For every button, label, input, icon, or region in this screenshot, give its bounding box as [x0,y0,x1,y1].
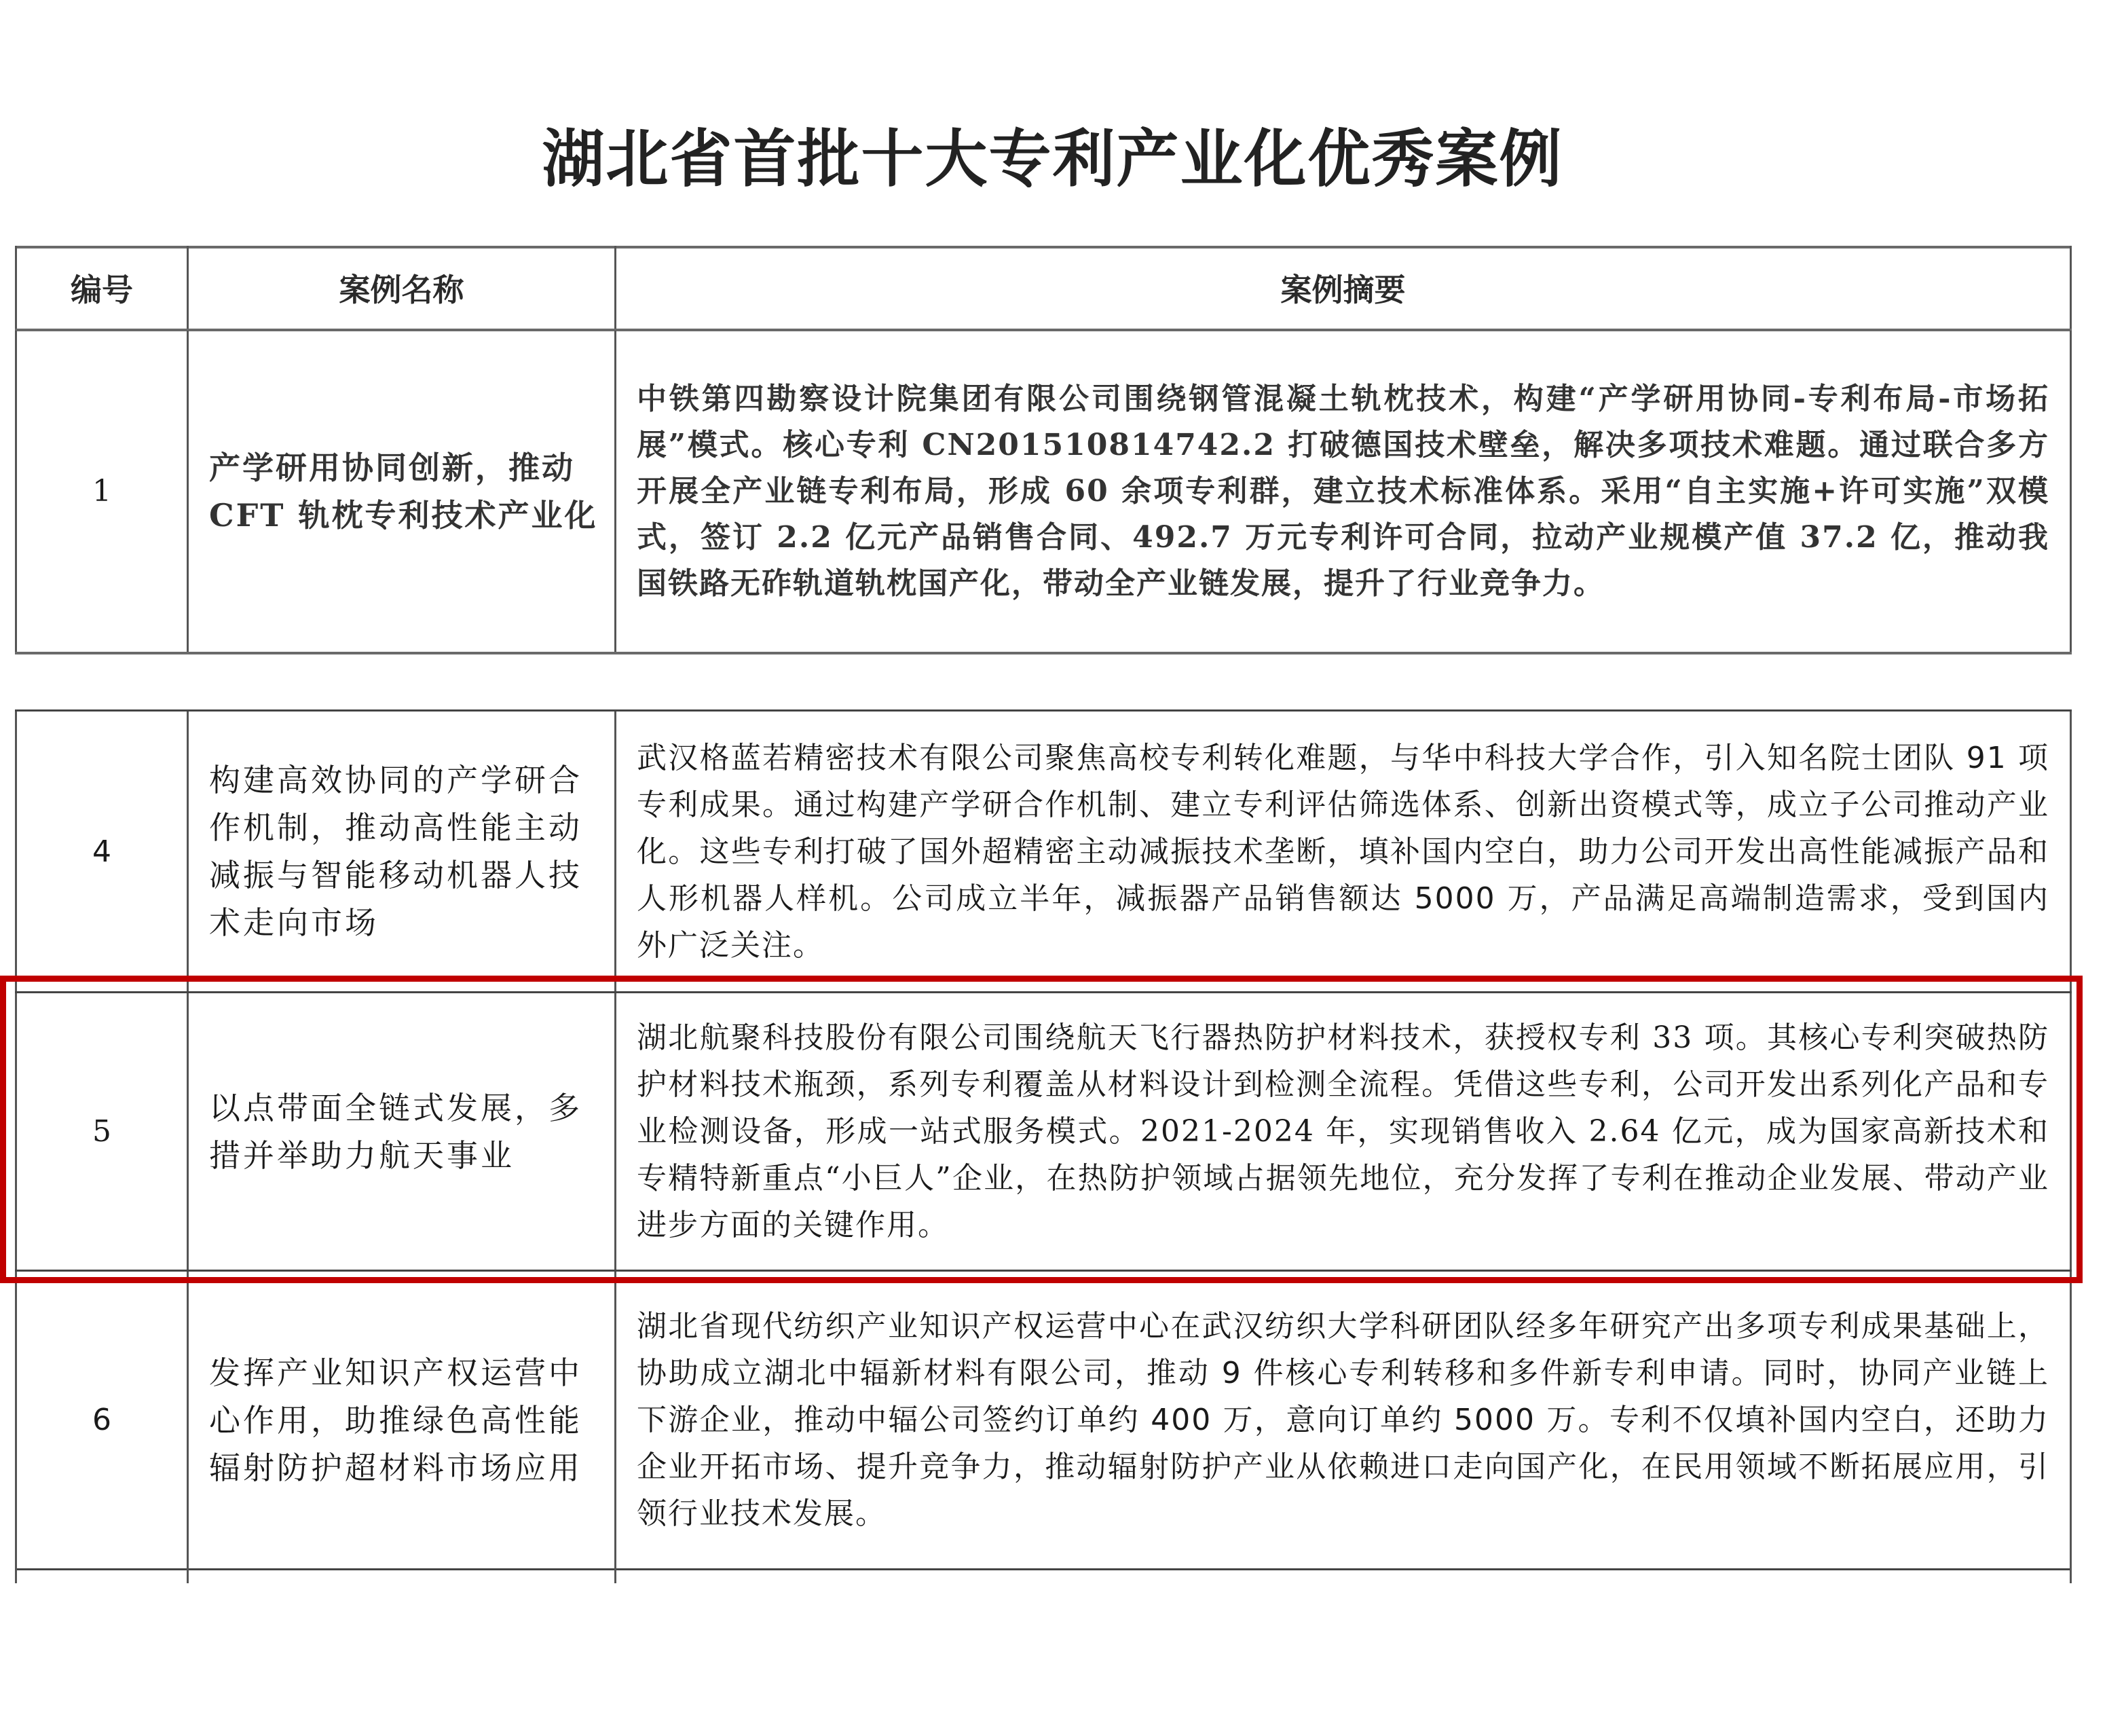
row-summary: 武汉格蓝若精密技术有限公司聚焦高校专利转化难题，与华中科技大学合作，引入知名院士团队 91 项专利成果。通过构建产学研合作机制、建立专利评估筛选体系、创新出资模式等，成立子公司推动产业化。这些专利打破了国外超精密主动减振技术垄断，填补国内空白，助力公司开发出高性能减振产品和人形机器人样机。公司成立半年，减振器产品销售额达 5000 万，产品满足高端制造需求，受到国内外广泛关注。 [614,712,2072,991]
row-summary: 湖北省现代纺织产业知识产权运营中心在武汉纺织大学科研团队经多年研究产出多项专利成果基础上，协助成立湖北中辐新材料有限公司，推动 9 件核心专利转移和多件新专利申请。同时，协同产业链上下游企业，推动中辐公司签约订单约 400 万，意向订单约 5000 万。专利不仅填补国内空白，还助力企业开拓市场、提升竞争力，推动辐射防护产业从依赖进口走向国产化，在民用领域不断拓展应用，引领行业技术发展。 [614,1272,2072,1568]
header-summary: 案例摘要 [614,246,2072,329]
column-line-stub [2070,1568,2072,1583]
table-row-highlighted [15,993,2072,1270]
row-name: 构建高效协同的产学研合作机制，推动高性能主动减振与智能移动机器人技术走向市场 [187,712,614,991]
row-summary: 中铁第四勘察设计院集团有限公司围绕钢管混凝土轨枕技术，构建“产学研用协同-专利布局-市场拓展”模式。核心专利 CN201510814742.2 打破德国技术壁垒，解决多项技术难题。通过联合多方开展全产业链专利布局，形成 60 余项专利群，建立技术标准体系。采用“自主实施+许可实施”双模式，签订 2.2 亿元产品销售合同、492.7 万元专利许可合同，拉动产业规模产值 37.2 亿，推动我国铁路无砟轨道轨枕国产化，带动全产业链发展，提升了行业竞争力。 [614,331,2072,652]
column-line-stub [614,1568,616,1583]
table-section-1 [15,246,2072,654]
row-number: 6 [15,1272,187,1568]
table-header-row [15,246,2072,329]
row-number: 1 [15,331,187,652]
row-summary: 湖北航聚科技股份有限公司围绕航天飞行器热防护材料技术，获授权专利 33 项。其核心专利突破热防护材料技术瓶颈，系列专利覆盖从材料设计到检测全流程。凭借这些专利，公司开发出系列化产品和专业检测设备，形成一站式服务模式。2021-2024 年，实现销售收入 2.64 亿元，成为国家高新技术和专精特新重点“小巨人”企业，在热防护领域占据领先地位，充分发挥了专利在推动企业发展、带动产业进步方面的关键作用。 [614,993,2072,1270]
document-title: 湖北省首批十大专利产业化优秀案例 [542,123,1563,196]
row-number: 5 [15,993,187,1270]
row-border [15,1568,2072,1570]
table-section-2 [15,709,2072,1585]
header-name: 案例名称 [187,246,614,329]
row-name: 发挥产业知识产权运营中心作用，助推绿色高性能辐射防护超材料市场应用 [187,1272,614,1568]
row-number: 4 [15,712,187,991]
column-line-stub [15,1568,17,1583]
row-name: 以点带面全链式发展，多措并举助力航天事业 [187,993,614,1270]
column-line-stub [187,1568,189,1583]
row-name: 产学研用协同创新，推动CFT 轨枕专利技术产业化 [187,331,614,652]
table-row [15,331,2072,652]
section-1-bottom-border [15,652,2072,654]
header-number: 编号 [15,246,187,329]
table-row [15,1272,2072,1568]
table-row [15,712,2072,991]
